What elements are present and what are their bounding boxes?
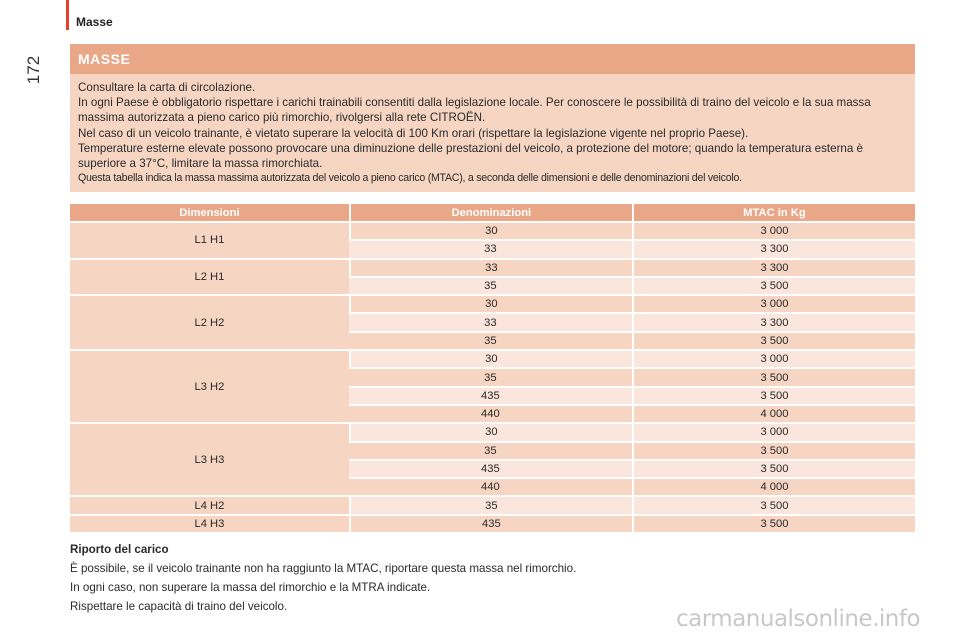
footer-heading: Riporto del carico <box>70 543 169 556</box>
dimension-cell: L3 H2 <box>70 349 349 422</box>
mtac-cell: 3 000 <box>632 349 915 367</box>
denomination-cell: 435 <box>349 386 632 404</box>
column-header-dimensions: Dimensioni <box>70 204 349 221</box>
mtac-cell: 3 500 <box>632 441 915 459</box>
dimension-cell: L1 H1 <box>70 221 349 258</box>
table-row <box>70 422 915 440</box>
watermark: carmanualsonline.info <box>676 606 921 632</box>
dimension-cell: L4 H3 <box>70 514 349 532</box>
footer-line: In ogni caso, non superare la massa del rimorchio e la MTRA indicate. <box>70 581 431 594</box>
mtac-cell: 3 500 <box>632 367 915 385</box>
dimension-cell: L2 H1 <box>70 258 349 295</box>
mtac-cell: 3 300 <box>632 312 915 330</box>
mtac-cell: 3 300 <box>632 258 915 276</box>
table-row <box>70 221 915 239</box>
column-header-denominations: Denominazioni <box>349 204 632 221</box>
masse-section <box>70 44 915 192</box>
denomination-cell: 30 <box>349 294 632 312</box>
section-body <box>70 74 915 192</box>
mtac-cell: 4 000 <box>632 477 915 495</box>
table-note: Questa tabella indica la massa massima autorizzata del veicolo a pieno carico (MTAC), a seconda delle dimensioni e delle denominazioni del veicolo. <box>78 172 742 185</box>
mtac-cell: 3 500 <box>632 459 915 477</box>
denomination-cell: 30 <box>349 422 632 440</box>
denomination-cell: 33 <box>349 258 632 276</box>
denomination-cell: 35 <box>349 441 632 459</box>
table-row <box>70 495 915 513</box>
dimension-cell: L3 H3 <box>70 422 349 495</box>
denomination-cell: 35 <box>349 276 632 294</box>
mtac-cell: 3 500 <box>632 495 915 513</box>
paragraph: Consultare la carta di circolazione. <box>78 81 256 94</box>
mtac-cell: 3 500 <box>632 331 915 349</box>
table-row <box>70 294 915 312</box>
denomination-cell: 33 <box>349 239 632 257</box>
dimension-cell: L2 H2 <box>70 294 349 349</box>
denomination-cell: 30 <box>349 221 632 239</box>
page-number-wrap <box>24 50 48 90</box>
footer-section <box>70 540 915 616</box>
table-row <box>70 258 915 276</box>
mtac-cell: 3 500 <box>632 276 915 294</box>
paragraph: Temperature esterne elevate possono provocare una diminuzione delle prestazioni del veicolo, a protezione del motore; quando la temperatura esterna è superiore a 37°C, limitare la massa rimorchiata. <box>78 141 863 171</box>
dimension-cell: L4 H2 <box>70 495 349 513</box>
mtac-cell: 3 500 <box>632 514 915 532</box>
section-title: MASSE <box>70 44 915 74</box>
mtac-cell: 3 000 <box>632 221 915 239</box>
mass-table <box>70 204 915 532</box>
mtac-cell: 3 300 <box>632 239 915 257</box>
table-header-row <box>70 204 915 221</box>
denomination-cell: 35 <box>349 331 632 349</box>
mtac-cell: 4 000 <box>632 404 915 422</box>
paragraph: In ogni Paese è obbligatorio rispettare i carichi trainabili consentiti dalla legislazione locale. Per conoscere le possibilità di traino del veicolo e la sua massa massima autorizzata a pieno carico più rimorchio, rivolgersi alla rete CITROËN. <box>78 96 871 125</box>
mtac-cell: 3 500 <box>632 386 915 404</box>
denomination-cell: 435 <box>349 514 632 532</box>
accent-bar <box>66 0 69 30</box>
denomination-cell: 35 <box>349 495 632 513</box>
table-body <box>70 221 915 532</box>
footer-line: È possibile, se il veicolo trainante non ha raggiunto la MTAC, riportare questa massa nel rimorchio. <box>70 562 577 575</box>
denomination-cell: 435 <box>349 459 632 477</box>
column-header-mtac: MTAC in Kg <box>632 204 915 221</box>
mtac-cell: 3 000 <box>632 422 915 440</box>
table-row <box>70 349 915 367</box>
table-row <box>70 514 915 532</box>
denomination-cell: 35 <box>349 367 632 385</box>
footer-line: Rispettare le capacità di traino del veicolo. <box>70 600 288 613</box>
denomination-cell: 440 <box>349 404 632 422</box>
running-title: Masse <box>76 15 113 29</box>
mtac-cell: 3 000 <box>632 294 915 312</box>
denomination-cell: 33 <box>349 312 632 330</box>
denomination-cell: 440 <box>349 477 632 495</box>
denomination-cell: 30 <box>349 349 632 367</box>
paragraph: Nel caso di un veicolo trainante, è vietato superare la velocità di 100 Km orari (rispettare la legislazione vigente nel proprio Paese). <box>78 126 749 140</box>
page-number: 172 <box>24 55 44 85</box>
